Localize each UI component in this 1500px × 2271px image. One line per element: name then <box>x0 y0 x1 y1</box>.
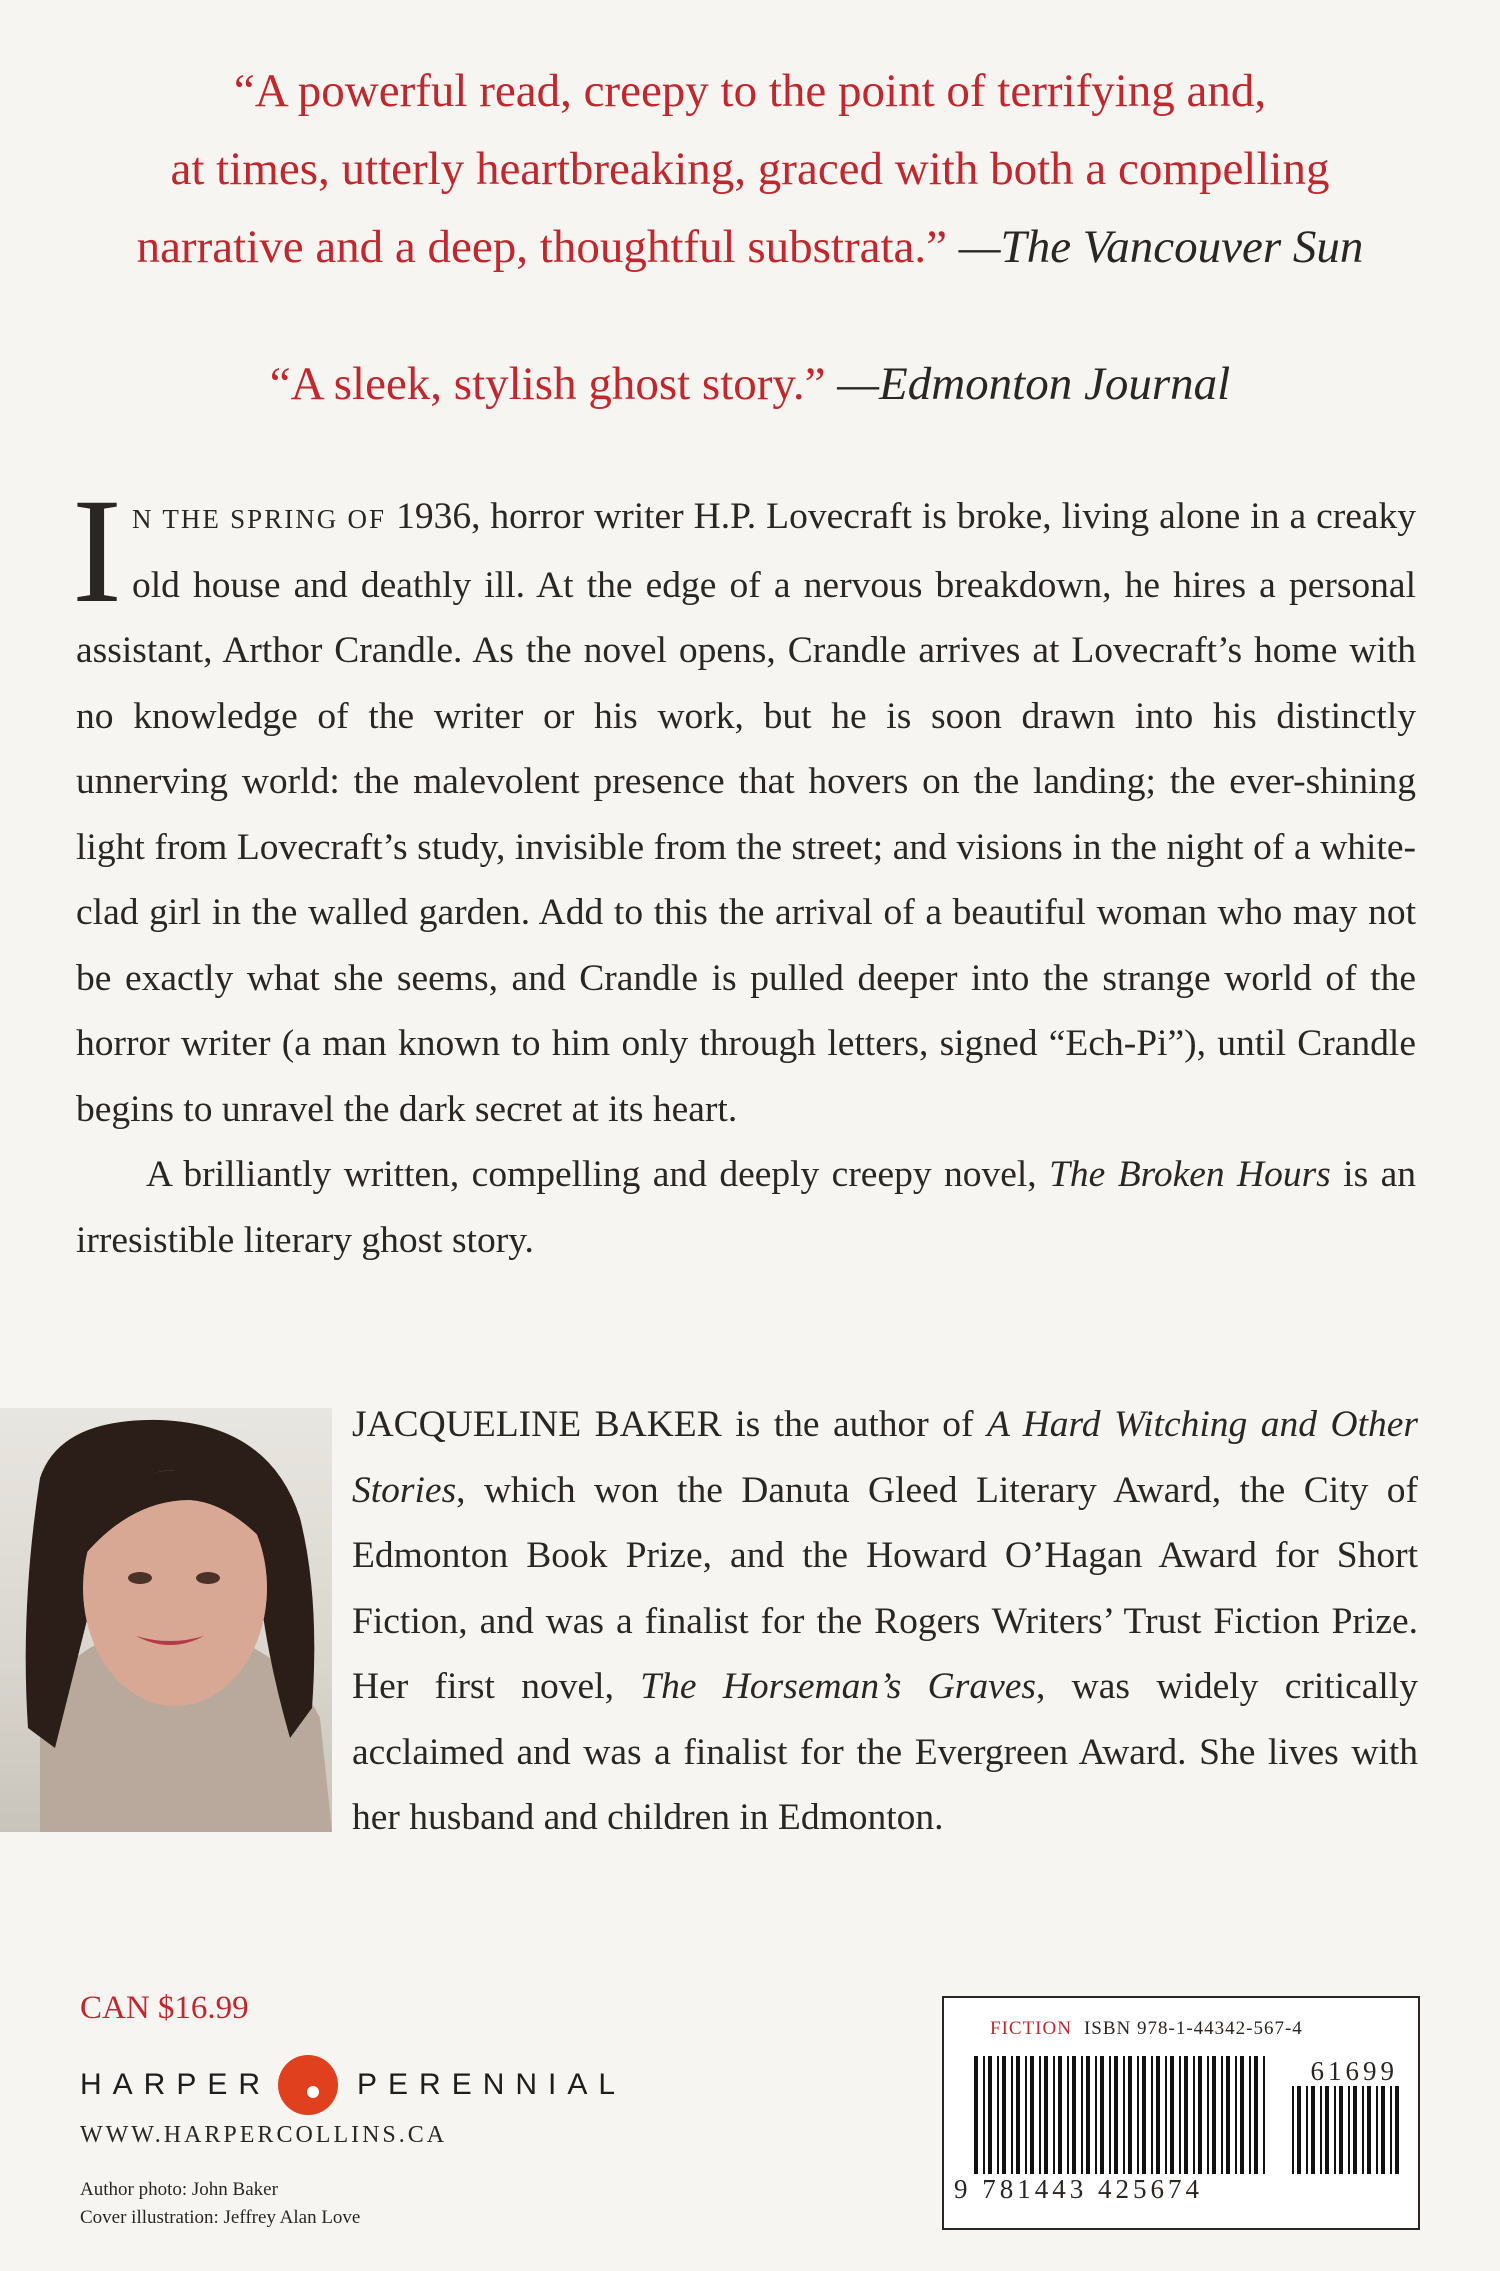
barcode-bar <box>1072 2056 1076 2174</box>
barcode-bar <box>1221 2056 1223 2174</box>
barcode-bar <box>1100 2056 1104 2174</box>
author-bio <box>352 1392 1418 1851</box>
description-paragraph <box>76 1142 1416 1273</box>
barcode-bar <box>1011 2056 1013 2174</box>
barcode-bar <box>1263 2056 1265 2174</box>
barcode-bar <box>1353 2086 1357 2174</box>
publisher-name-left: HARPER <box>80 2068 272 2101</box>
publisher-name-right: PERENNIAL <box>357 2068 627 2101</box>
price-label: CAN $16.99 <box>80 1990 249 2026</box>
bio-text: , which won the Danuta Gleed Literary Award, the City of Edmonton Book Prize, and the Howard O’Hagan Award for Short Fiction, and was a finalist for the Rogers Writers’ Trust Fiction Prize. Her first novel, <box>352 1469 1418 1707</box>
quote-line: “A powerful read, creepy to the point of terrifying and, <box>233 65 1267 117</box>
quote-source: —Edmonton Journal <box>837 358 1231 410</box>
barcode-bar <box>974 2056 978 2174</box>
quote-text: “A sleek, stylish ghost story.” <box>269 358 826 410</box>
barcode-bar <box>1292 2086 1294 2174</box>
barcode-bar <box>1254 2056 1258 2174</box>
barcode-bar <box>988 2056 992 2174</box>
barcode-bar <box>983 2056 985 2174</box>
paragraph-text: is an irresistible literary ghost story. <box>76 1154 1416 1261</box>
barcode-bar <box>997 2056 999 2174</box>
barcode-bar <box>1151 2056 1153 2174</box>
barcode-bar <box>1240 2056 1244 2174</box>
barcode-bar <box>1081 2056 1083 2174</box>
bio-text: is the author of <box>721 1404 987 1445</box>
paragraph-text: 1936, horror writer H.P. Lovecraft is broke, living alone in a creaky old house and deathly ill. At the edge of a nervous breakdown, he hires a personal assistant, Arthor Crandle. As the novel opens, Crandle arrives at Lovecraft’s home with no knowledge of the writer or his work, but he is soon drawn into his distinctly unnerving world: the malevolent presence that hovers on the landing; the ever-shining light from Lovecraft’s study, invisible from the street; and visions in the night of a white-clad girl in the walled garden. Add to this the arrival of a beautiful woman who may not be exactly what she seems, and Crandle is pulled deeper into the strange world of the horror writer (a man known to him only through letters, signed “Ech-Pi”), until Crandle begins to unravel the dark secret at its heart. <box>76 496 1416 1130</box>
author-photo <box>0 1408 332 1832</box>
barcode-bar <box>1184 2056 1188 2174</box>
barcode-bar <box>1334 2086 1336 2174</box>
barcode-bar <box>1128 2056 1132 2174</box>
quote-line: at times, utterly heartbreaking, graced with both a compelling <box>170 143 1330 195</box>
price-code: 61699 <box>1310 2056 1398 2086</box>
barcode-bar <box>1016 2056 1020 2174</box>
barcode-bar <box>1348 2086 1350 2174</box>
review-quote-vancouver-sun <box>0 52 1500 286</box>
barcode-bar <box>1067 2056 1069 2174</box>
description-paragraph <box>72 468 1416 1142</box>
barcode-bar <box>1039 2056 1041 2174</box>
barcode-bar <box>1156 2056 1160 2174</box>
barcode-bar <box>1142 2056 1146 2174</box>
barcode-bar <box>1320 2086 1322 2174</box>
barcode-bar <box>1339 2086 1343 2174</box>
barcode-bar <box>1053 2056 1055 2174</box>
quote-line <box>0 208 1500 286</box>
barcode-bar <box>1306 2086 1308 2174</box>
barcode-bar <box>1002 2056 1006 2174</box>
barcode-box <box>942 1996 1420 2230</box>
barcode-bar <box>1395 2086 1399 2174</box>
author-portrait-illustration <box>0 1408 332 1832</box>
barcode-bar <box>1207 2056 1209 2174</box>
isbn-digits: 9 781443 425674 <box>954 2174 1203 2204</box>
genre-label: FICTION <box>990 2018 1072 2039</box>
barcode-bar <box>1362 2086 1364 2174</box>
small-caps-lead: N THE SPRING OF <box>131 504 387 534</box>
barcode-bar <box>1165 2056 1167 2174</box>
drop-cap: I <box>72 468 122 634</box>
barcode-bar <box>1198 2056 1202 2174</box>
book-title: A Hard Witching and Other Stories <box>352 1404 1418 1511</box>
barcode-header <box>990 2018 1303 2040</box>
barcode-bar <box>1170 2056 1174 2174</box>
paragraph-text: A brilliantly written, compelling and deeply creepy novel, <box>146 1154 1050 1195</box>
quote-source: —The Vancouver Sun <box>958 221 1364 273</box>
book-title: The Broken Hours <box>1049 1154 1331 1195</box>
barcode-bar <box>1058 2056 1062 2174</box>
barcode-bar <box>1044 2056 1048 2174</box>
barcode-bar <box>1325 2086 1329 2174</box>
barcode-bar <box>1109 2056 1111 2174</box>
photo-credit: Author photo: John Baker <box>80 2179 278 2200</box>
credits <box>80 2176 360 2232</box>
barcode-bar <box>1212 2056 1216 2174</box>
cover-credit: Cover illustration: Jeffrey Alan Love <box>80 2207 361 2228</box>
barcode-bar <box>1235 2056 1237 2174</box>
barcode-bar <box>1376 2086 1378 2174</box>
barcode-bar <box>1123 2056 1125 2174</box>
barcode-bar <box>1179 2056 1181 2174</box>
barcode-bar <box>1137 2056 1139 2174</box>
barcode-bar <box>1193 2056 1195 2174</box>
barcode-bar <box>1297 2086 1301 2174</box>
barcode-bar <box>1381 2086 1385 2174</box>
book-title: The Horseman’s Graves <box>640 1666 1036 1707</box>
isbn-label: ISBN 978-1-44342-567-4 <box>1083 2018 1303 2039</box>
barcode-bar <box>1095 2056 1097 2174</box>
barcode-bar <box>1390 2086 1392 2174</box>
barcode-bar <box>1249 2056 1251 2174</box>
quote-text: narrative and a deep, thoughtful substrata.” <box>136 221 948 273</box>
barcode-bar <box>1311 2086 1315 2174</box>
flame-logo-icon <box>277 2054 339 2116</box>
barcode-bar <box>1030 2056 1034 2174</box>
barcode-bar <box>1226 2056 1230 2174</box>
barcode-bar <box>1114 2056 1118 2174</box>
bio-text: , was widely critically acclaimed and was a finalist for the Evergreen Award. She lives with her husband and children in Edmonton. <box>352 1666 1418 1838</box>
book-description <box>72 468 1416 1273</box>
review-quote-edmonton-journal <box>0 345 1500 423</box>
barcode-bar <box>1367 2086 1371 2174</box>
publisher-logo <box>80 2050 626 2120</box>
barcode-bar <box>1086 2056 1090 2174</box>
author-name: JACQUELINE BAKER <box>352 1404 722 1445</box>
barcode-bar <box>1025 2056 1027 2174</box>
publisher-website: WWW.HARPERCOLLINS.CA <box>80 2122 448 2148</box>
